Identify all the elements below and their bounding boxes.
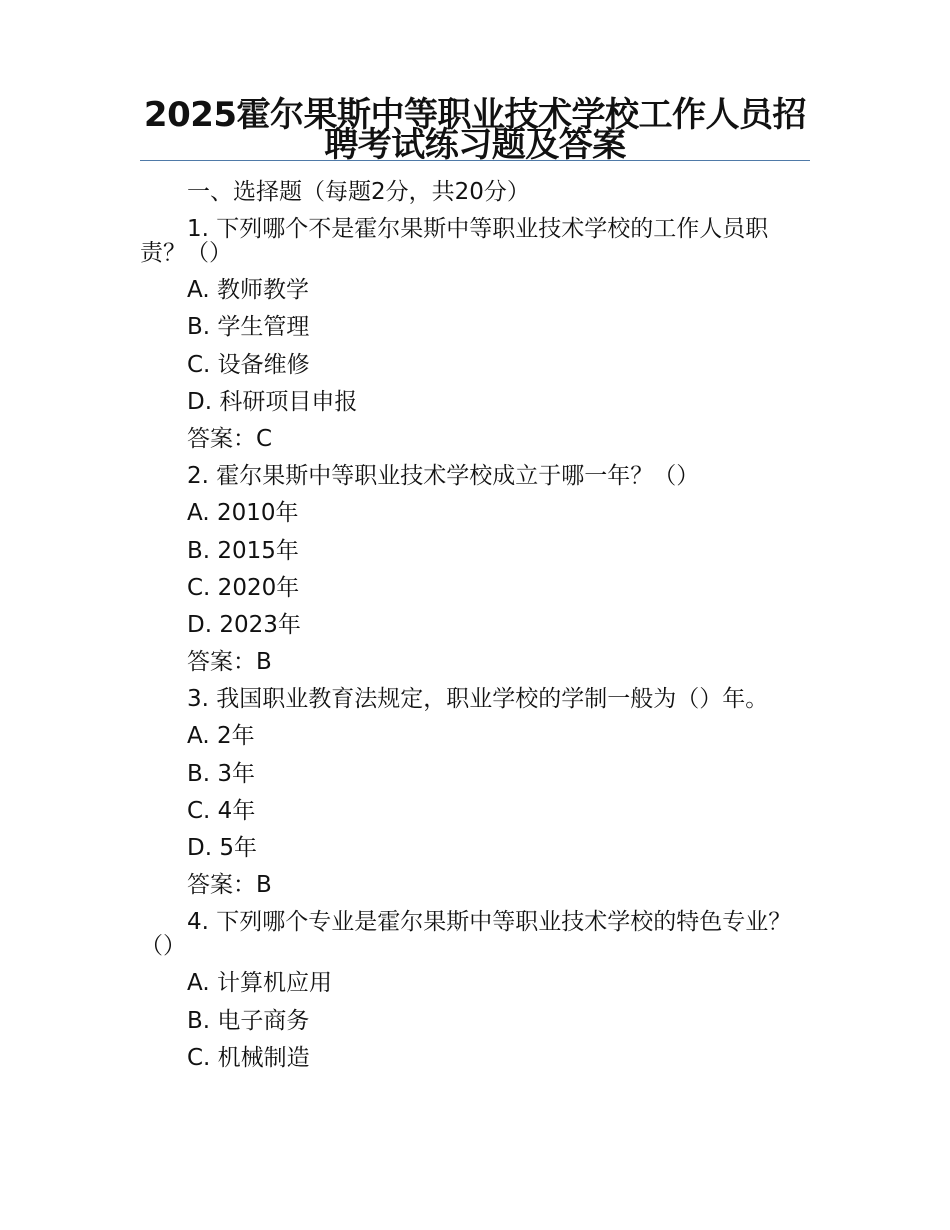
document-body — [140, 174, 812, 1077]
question-2-answer: 答案：B — [187, 649, 272, 676]
question-2-option-a: A. 2010年 — [187, 500, 299, 527]
question-3-option-a: A. 2年 — [187, 723, 255, 750]
question-3-option-b: B. 3年 — [187, 760, 256, 787]
question-3-answer: 答案：B — [187, 872, 272, 899]
question-3-option-c: C. 4年 — [187, 797, 256, 824]
question-3-stem: 3. 我国职业教育法规定，职业学校的学制一般为（）年。 — [187, 686, 769, 713]
question-4-option-b: B. 电子商务 — [187, 1007, 310, 1034]
section-heading: 一、选择题（每题2分，共20分） — [187, 179, 530, 205]
question-1-option-b: B. 学生管理 — [187, 314, 310, 341]
title-underline — [140, 160, 810, 161]
question-2-option-c: C. 2020年 — [187, 574, 300, 601]
document-title: 2025霍尔果斯中等职业技术学校工作人员招聘考试练习题及答案 — [143, 95, 807, 165]
question-1-option-d: D. 科研项目申报 — [187, 388, 358, 415]
question-4-option-a: A. 计算机应用 — [187, 970, 332, 997]
question-4-stem: 4. 下列哪个专业是霍尔果斯中等职业技术学校的特色专业？（） — [140, 909, 792, 960]
question-1-option-c: C. 设备维修 — [187, 351, 310, 378]
question-2-option-b: B. 2015年 — [187, 537, 299, 564]
question-1-stem: 1. 下列哪个不是霍尔果斯中等职业技术学校的工作人员职责？（） — [140, 216, 769, 267]
question-3-option-d: D. 5年 — [187, 835, 257, 862]
question-1-answer: 答案：C — [187, 426, 273, 453]
question-2-stem: 2. 霍尔果斯中等职业技术学校成立于哪一年？（） — [187, 463, 700, 490]
question-2-option-d: D. 2023年 — [187, 612, 301, 639]
question-4-option-c: C. 机械制造 — [187, 1044, 310, 1071]
question-1-option-a: A. 教师教学 — [187, 277, 309, 304]
